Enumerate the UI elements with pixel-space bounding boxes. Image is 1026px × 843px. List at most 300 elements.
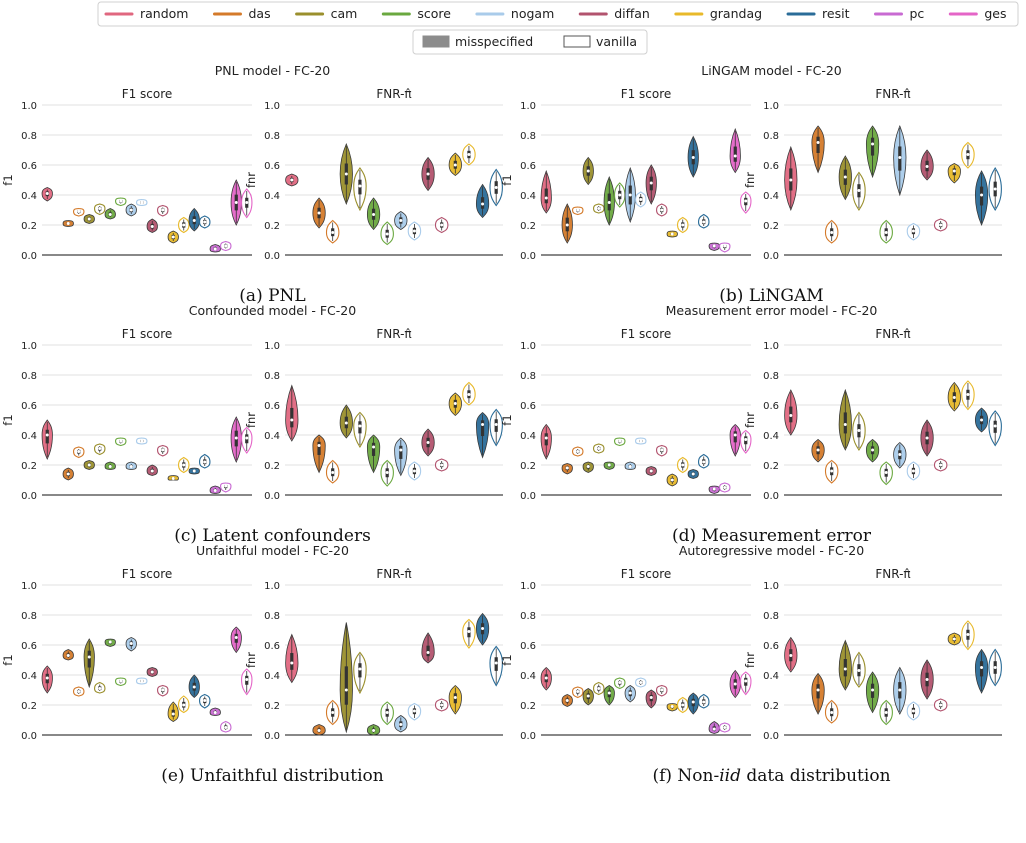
legend (98, 2, 1018, 26)
fnr-violin-cam-vanilla-median (857, 669, 860, 672)
f1-violin-cam-misspecified-median (587, 695, 590, 698)
f1-violin-score-vanilla-median (119, 680, 122, 683)
f1-violin-diffan-vanilla-median (161, 689, 164, 692)
f1-violin-nogam-vanilla-median (639, 440, 642, 443)
fnr-violin-grandag-vanilla-median (966, 393, 969, 396)
fnr-violin-resit-misspecified-median (481, 203, 484, 206)
f1-violin-cam-misspecified-median (88, 656, 91, 659)
f1-violin-das-vanilla-median (77, 690, 80, 693)
panel-title: Unfaithful model - FC-20 (196, 543, 349, 558)
fnr-ytick: 0.6 (264, 401, 280, 412)
panel-caption: (d) Measurement error (671, 526, 872, 546)
f1-violin-nogam-vanilla-median (639, 681, 642, 684)
fnr-ytick: 0.2 (763, 221, 779, 232)
legend-label-grandag: grandag (709, 6, 763, 21)
f1-violin-diffan-misspecified-median (650, 182, 653, 185)
f1-violin-resit-vanilla-median (203, 221, 206, 224)
f1-ytick: 0.2 (520, 461, 536, 472)
fnr-violin-das-vanilla-median (830, 231, 833, 234)
f1-violin-diffan-misspecified-median (151, 225, 154, 228)
f1-violin-pc-misspecified-median (214, 711, 217, 714)
f1-violin-diffan-vanilla-median (660, 689, 663, 692)
fnr-ytick: 0.4 (264, 191, 280, 202)
fnr-ytick: 0.6 (763, 401, 779, 412)
fnr-violin-cam-misspecified-median (844, 176, 847, 179)
f1-violin-random-misspecified-median (545, 197, 548, 200)
f1-ytick: 0.6 (21, 161, 37, 172)
f1-violin-pc-vanilla-median (723, 726, 726, 729)
fnr-ytick: 1.0 (763, 341, 779, 352)
fnr-ytick: 0.6 (264, 161, 280, 172)
panel-title: Autoregressive model - FC-20 (678, 543, 865, 558)
f1-violin-pc-vanilla-median (224, 485, 227, 488)
fnr-violin-score-misspecified-median (372, 446, 375, 449)
fnr-violin-nogam-vanilla-median (912, 230, 915, 233)
fnr-violin-random-misspecified-median (290, 419, 293, 422)
f1-title: F1 score (121, 327, 173, 341)
f1-violin-das-misspecified-median (566, 224, 569, 227)
f1-violin-pc-vanilla-median (723, 486, 726, 489)
fnr-ytick: 0.0 (264, 251, 280, 262)
f1-violin-cam-misspecified-iqr (88, 651, 91, 668)
f1-violin-grandag-vanilla-median (182, 704, 185, 707)
panel-1 (1, 63, 503, 306)
f1-violin-pc-vanilla-median (723, 245, 726, 248)
f1-violin-score-misspecified-median (109, 213, 112, 216)
fnr-violin-score-misspecified-median (871, 143, 874, 146)
fnr-violin-cam-misspecified-iqr (844, 412, 847, 433)
legend-label-pc: pc (909, 6, 925, 21)
panel-6 (500, 543, 1002, 786)
f1-ytick: 0.8 (21, 371, 37, 382)
f1-violin-grandag-misspecified-median (671, 705, 674, 708)
fnr-violin-cam-misspecified-median (345, 422, 348, 425)
fnr-violin-nogam-misspecified-median (399, 723, 402, 726)
fnr-ytick: 0.0 (763, 491, 779, 502)
f1-violin-nogam-misspecified-median (130, 465, 133, 468)
f1-violin-grandag-vanilla-median (681, 224, 684, 227)
f1-ytick: 0.6 (520, 641, 536, 652)
f1-ylabel: f1 (500, 654, 514, 666)
fnr-ytick: 0.0 (264, 731, 280, 742)
fnr-ylabel: fnr (244, 651, 258, 669)
f1-ytick: 0.0 (520, 731, 536, 742)
f1-violin-ges-misspecified-median (235, 437, 238, 440)
fnr-violin-das-misspecified-iqr (816, 137, 819, 153)
f1-violin-grandag-vanilla-median (681, 704, 684, 707)
fnr-title: FNR-π̂ (376, 327, 412, 341)
f1-violin-score-misspecified-median (608, 201, 611, 204)
fnr-ylabel: fnr (743, 651, 757, 669)
f1-violin-diffan-vanilla-median (161, 449, 164, 452)
fnr-violin-nogam-misspecified-median (399, 219, 402, 222)
f1-ytick: 1.0 (21, 581, 37, 592)
fnr-violin-random-misspecified-iqr (290, 653, 293, 670)
f1-violin-diffan-vanilla-median (660, 449, 663, 452)
f1-ytick: 0.6 (21, 401, 37, 412)
fnr-violin-nogam-misspecified-median (898, 156, 901, 159)
legend-label-das: das (248, 6, 271, 21)
f1-violin-ges-vanilla-median (245, 437, 248, 440)
f1-violin-das-misspecified-median (566, 467, 569, 470)
f1-violin-resit-vanilla-median (702, 221, 705, 224)
fnr-violin-grandag-vanilla-median (966, 633, 969, 636)
f1-ytick: 0.4 (21, 191, 37, 202)
f1-violin-pc-misspecified-median (214, 489, 217, 492)
fnr-ytick: 0.6 (763, 641, 779, 652)
f1-title: F1 score (121, 567, 173, 581)
f1-violin-pc-misspecified-median (713, 728, 716, 731)
f1-violin-resit-misspecified-median (692, 473, 695, 476)
panel-3 (1, 303, 503, 546)
f1-subplot (500, 327, 751, 502)
f1-violin-random-misspecified-median (46, 677, 49, 680)
fnr-violin-nogam-misspecified-median (898, 689, 901, 692)
fnr-ytick: 0.8 (264, 131, 280, 142)
f1-violin-score-vanilla-median (618, 681, 621, 684)
fnr-ytick: 0.8 (763, 611, 779, 622)
fnr-ytick: 1.0 (763, 581, 779, 592)
f1-violin-das-vanilla-median (576, 690, 579, 693)
f1-violin-grandag-misspecified-median (671, 233, 674, 236)
fnr-ytick: 0.8 (264, 371, 280, 382)
f1-violin-grandag-misspecified-median (172, 713, 175, 716)
panel-5 (1, 543, 503, 786)
panel-caption: (a) PNL (239, 286, 306, 306)
fnr-violin-resit-misspecified-iqr (481, 420, 484, 436)
f1-ytick: 0.6 (520, 401, 536, 412)
f1-violin-nogam-misspecified-median (130, 209, 133, 212)
f1-violin-diffan-vanilla-median (660, 209, 663, 212)
fnr-violin-score-vanilla-median (885, 231, 888, 234)
f1-violin-random-misspecified-median (545, 677, 548, 680)
f1-violin-score-vanilla-median (119, 440, 122, 443)
fnr-violin-das-misspecified-median (318, 729, 321, 732)
fnr-subplot (244, 567, 503, 742)
f1-violin-ges-vanilla-median (245, 201, 248, 204)
f1-title: F1 score (620, 87, 672, 101)
legend-label-vanilla: vanilla (596, 34, 638, 49)
fnr-violin-random-misspecified-median (789, 654, 792, 657)
legend-label-random: random (140, 6, 189, 21)
f1-ytick: 0.6 (520, 161, 536, 172)
legend-label-score: score (417, 6, 451, 21)
f1-violin-diffan-vanilla-median (161, 209, 164, 212)
fnr-subplot (743, 87, 1002, 262)
f1-ytick: 0.4 (520, 191, 536, 202)
f1-violin-nogam-misspecified-median (629, 692, 632, 695)
f1-violin-resit-misspecified-median (692, 701, 695, 704)
f1-violin-nogam-vanilla-median (140, 680, 143, 683)
f1-subplot (500, 567, 751, 742)
fnr-violin-nogam-vanilla-median (912, 710, 915, 713)
f1-violin-das-misspecified-median (566, 699, 569, 702)
f1-violin-nogam-misspecified-median (130, 642, 133, 645)
fnr-ylabel: fnr (743, 171, 757, 189)
fnr-ytick: 0.4 (763, 671, 779, 682)
f1-ytick: 0.4 (520, 671, 536, 682)
fnr-violin-resit-misspecified-median (481, 627, 484, 630)
fnr-violin-cam-vanilla-median (857, 189, 860, 192)
f1-violin-nogam-misspecified-median (629, 194, 632, 197)
fnr-violin-resit-misspecified-median (980, 194, 983, 197)
fnr-violin-random-misspecified-median (290, 179, 293, 182)
f1-violin-cam-vanilla-median (597, 687, 600, 690)
fnr-violin-diffan-vanilla-median (440, 224, 443, 227)
f1-violin-grandag-vanilla-median (182, 464, 185, 467)
f1-violin-score-misspecified-median (608, 692, 611, 695)
fnr-violin-score-misspecified-iqr (372, 443, 375, 456)
f1-violin-cam-misspecified-median (88, 218, 91, 221)
fnr-violin-cam-vanilla-median (358, 668, 361, 671)
f1-violin-random-misspecified-median (545, 437, 548, 440)
f1-ytick: 0.2 (21, 221, 37, 232)
f1-violin-ges-vanilla-median (744, 200, 747, 203)
f1-ytick: 0.4 (21, 671, 37, 682)
f1-title: F1 score (620, 567, 672, 581)
fnr-violin-diffan-misspecified-median (926, 678, 929, 681)
f1-ytick: 0.6 (21, 641, 37, 652)
f1-violin-random-misspecified-iqr (46, 430, 49, 444)
fnr-violin-nogam-vanilla-median (413, 710, 416, 713)
fnr-subplot (743, 327, 1002, 502)
fnr-ytick: 0.4 (264, 431, 280, 442)
f1-ylabel: f1 (1, 414, 15, 426)
panel-caption: (f) Non-iid data distribution (652, 766, 891, 786)
panel-caption: (b) LiNGAM (719, 286, 824, 306)
fnr-ytick: 0.0 (264, 491, 280, 502)
f1-violin-ges-misspecified-median (734, 155, 737, 158)
fnr-title: FNR-π̂ (875, 327, 911, 341)
fnr-violin-diffan-vanilla-median (440, 704, 443, 707)
fnr-violin-diffan-misspecified-median (427, 173, 430, 176)
f1-violin-diffan-misspecified-median (650, 470, 653, 473)
fnr-violin-resit-vanilla-median (994, 188, 997, 191)
fnr-violin-random-misspecified-median (789, 179, 792, 182)
fnr-violin-cam-misspecified-median (844, 423, 847, 426)
fnr-violin-cam-misspecified-median (345, 173, 348, 176)
fnr-violin-score-misspecified-median (372, 213, 375, 216)
f1-violin-grandag-misspecified-median (172, 477, 175, 480)
fnr-ylabel: fnr (743, 411, 757, 429)
fnr-violin-das-vanilla-median (830, 711, 833, 714)
fnr-ytick: 0.0 (763, 251, 779, 262)
fnr-ytick: 0.0 (763, 731, 779, 742)
f1-ytick: 0.8 (21, 611, 37, 622)
fnr-violin-nogam-vanilla-median (912, 470, 915, 473)
f1-violin-ges-vanilla-median (245, 678, 248, 681)
f1-violin-nogam-vanilla-median (140, 201, 143, 204)
f1-violin-ges-misspecified-median (235, 636, 238, 639)
f1-ytick: 1.0 (520, 101, 536, 112)
fnr-violin-das-vanilla-median (331, 231, 334, 234)
f1-violin-pc-vanilla-median (224, 726, 227, 729)
f1-violin-resit-vanilla-median (702, 461, 705, 464)
legend-label-ges: ges (984, 6, 1007, 21)
f1-violin-resit-vanilla-median (203, 461, 206, 464)
f1-violin-das-vanilla-median (77, 450, 80, 453)
fnr-violin-score-vanilla-median (885, 471, 888, 474)
fnr-violin-random-misspecified-iqr (290, 408, 293, 427)
fnr-violin-resit-vanilla-median (495, 423, 498, 426)
f1-ytick: 0.0 (520, 491, 536, 502)
f1-ytick: 0.2 (21, 701, 37, 712)
f1-violin-cam-vanilla-median (98, 447, 101, 450)
f1-violin-score-vanilla-median (618, 440, 621, 443)
fnr-violin-score-vanilla-median (386, 711, 389, 714)
fnr-violin-cam-misspecified-iqr (345, 666, 348, 704)
f1-title: F1 score (620, 327, 672, 341)
fnr-violin-das-misspecified-median (817, 141, 820, 144)
f1-violin-score-vanilla-median (119, 200, 122, 203)
fnr-title: FNR-π̂ (875, 87, 911, 101)
f1-ytick: 0.0 (21, 491, 37, 502)
fnr-ylabel: fnr (244, 411, 258, 429)
f1-subplot (1, 567, 252, 742)
f1-violin-ges-misspecified-iqr (734, 431, 737, 442)
legend-label-nogam: nogam (510, 6, 555, 21)
f1-violin-pc-vanilla-median (224, 245, 227, 248)
f1-violin-random-misspecified-median (46, 192, 49, 195)
fnr-violin-diffan-vanilla-median (939, 704, 942, 707)
fnr-title: FNR-π̂ (376, 567, 412, 581)
legend-swatch-vanilla (564, 36, 590, 47)
fnr-violin-diffan-vanilla-median (939, 224, 942, 227)
legend-style (413, 30, 647, 54)
f1-violin-pc-misspecified-median (214, 248, 217, 251)
f1-ytick: 1.0 (520, 341, 536, 352)
fnr-violin-diffan-vanilla-median (939, 464, 942, 467)
f1-violin-diffan-misspecified-median (650, 696, 653, 699)
fnr-ytick: 0.2 (264, 701, 280, 712)
f1-violin-cam-vanilla-median (98, 207, 101, 210)
f1-violin-resit-vanilla-median (203, 699, 206, 702)
panel-title: Confounded model - FC-20 (188, 303, 357, 318)
fnr-title: FNR-π̂ (376, 87, 412, 101)
fnr-violin-diffan-misspecified-median (926, 437, 929, 440)
fnr-violin-score-misspecified-median (372, 729, 375, 732)
f1-violin-nogam-vanilla-median (639, 198, 642, 201)
fnr-ytick: 0.2 (763, 461, 779, 472)
f1-violin-score-vanilla-median (618, 194, 621, 197)
f1-violin-resit-misspecified-median (193, 686, 196, 689)
fnr-ytick: 0.4 (264, 671, 280, 682)
fnr-violin-score-vanilla-median (386, 471, 389, 474)
panel-title: PNL model - FC-20 (214, 63, 331, 78)
fnr-violin-das-vanilla-median (830, 470, 833, 473)
f1-violin-score-misspecified-median (109, 465, 112, 468)
fnr-violin-diffan-vanilla-median (440, 464, 443, 467)
f1-violin-das-vanilla-median (576, 209, 579, 212)
fnr-ytick: 1.0 (264, 341, 280, 352)
fnr-violin-random-misspecified-median (290, 662, 293, 665)
fnr-violin-cam-misspecified-median (345, 689, 348, 692)
f1-ylabel: f1 (500, 414, 514, 426)
f1-violin-score-misspecified-median (608, 464, 611, 467)
f1-violin-resit-vanilla-median (702, 701, 705, 704)
fnr-ytick: 0.2 (264, 461, 280, 472)
f1-ytick: 0.8 (520, 611, 536, 622)
fnr-violin-das-vanilla-median (331, 711, 334, 714)
f1-ytick: 0.4 (520, 431, 536, 442)
f1-violin-das-misspecified-median (67, 654, 70, 657)
fnr-violin-resit-vanilla-median (495, 186, 498, 189)
fnr-ytick: 0.8 (763, 131, 779, 142)
f1-ytick: 0.4 (21, 431, 37, 442)
fnr-violin-cam-misspecified-median (844, 668, 847, 671)
fnr-violin-score-misspecified-median (871, 449, 874, 452)
fnr-violin-grandag-misspecified-median (953, 638, 956, 641)
legend-label-resit: resit (822, 6, 850, 21)
f1-violin-nogam-vanilla-median (140, 440, 143, 443)
fnr-violin-nogam-misspecified-median (399, 449, 402, 452)
f1-ytick: 0.2 (520, 701, 536, 712)
fnr-violin-score-vanilla-median (386, 233, 389, 236)
fnr-subplot (743, 567, 1002, 742)
f1-violin-ges-vanilla-median (744, 438, 747, 441)
fnr-ytick: 0.8 (763, 371, 779, 382)
fnr-violin-nogam-vanilla-median (413, 230, 416, 233)
fnr-ytick: 0.6 (264, 641, 280, 652)
f1-violin-random-misspecified-iqr (545, 189, 548, 204)
fnr-violin-grandag-misspecified-median (454, 164, 457, 167)
fnr-violin-diffan-misspecified-iqr (426, 646, 429, 657)
panel-4 (500, 303, 1002, 546)
f1-violin-ges-misspecified-median (734, 434, 737, 437)
f1-ytick: 0.0 (21, 251, 37, 262)
f1-ylabel: f1 (1, 174, 15, 186)
fnr-ytick: 0.4 (763, 431, 779, 442)
f1-violin-diffan-misspecified-median (151, 470, 154, 473)
fnr-violin-resit-misspecified-median (481, 423, 484, 426)
fnr-subplot (244, 327, 503, 502)
panel-caption: (c) Latent confounders (174, 526, 371, 546)
f1-violin-das-misspecified-median (67, 473, 70, 476)
panel-title: LiNGAM model - FC-20 (701, 63, 842, 78)
fnr-violin-resit-misspecified-median (980, 419, 983, 422)
f1-subplot (500, 87, 751, 262)
f1-ytick: 0.0 (520, 251, 536, 262)
f1-violin-cam-vanilla-median (597, 207, 600, 210)
f1-ytick: 0.0 (21, 731, 37, 742)
fnr-violin-das-misspecified-median (817, 449, 820, 452)
panel-2 (500, 63, 1002, 306)
fnr-violin-grandag-misspecified-median (953, 396, 956, 399)
fnr-violin-diffan-misspecified-median (427, 651, 430, 654)
fnr-ytick: 0.8 (264, 611, 280, 622)
f1-violin-ges-misspecified-iqr (734, 147, 737, 162)
f1-violin-random-misspecified-median (46, 434, 49, 437)
fnr-violin-nogam-misspecified-median (898, 453, 901, 456)
legend-label-misspecified: misspecified (455, 34, 534, 49)
f1-ytick: 1.0 (21, 341, 37, 352)
fnr-violin-score-vanilla-median (885, 711, 888, 714)
f1-ylabel: f1 (1, 654, 15, 666)
fnr-ytick: 1.0 (763, 101, 779, 112)
fnr-violin-cam-vanilla-median (857, 429, 860, 432)
legend-swatch-misspecified (423, 36, 449, 47)
f1-violin-diffan-misspecified-median (151, 671, 154, 674)
fnr-violin-resit-vanilla-median (994, 425, 997, 428)
f1-violin-resit-misspecified-median (692, 156, 695, 159)
panel-caption: (e) Unfaithful distribution (161, 766, 384, 786)
fnr-ylabel: fnr (244, 171, 258, 189)
f1-violin-das-vanilla-median (77, 210, 80, 213)
fnr-violin-grandag-misspecified-median (454, 696, 457, 699)
fnr-violin-cam-vanilla-median (358, 425, 361, 428)
fnr-title: FNR-π̂ (875, 567, 911, 581)
f1-violin-cam-misspecified-median (587, 170, 590, 173)
